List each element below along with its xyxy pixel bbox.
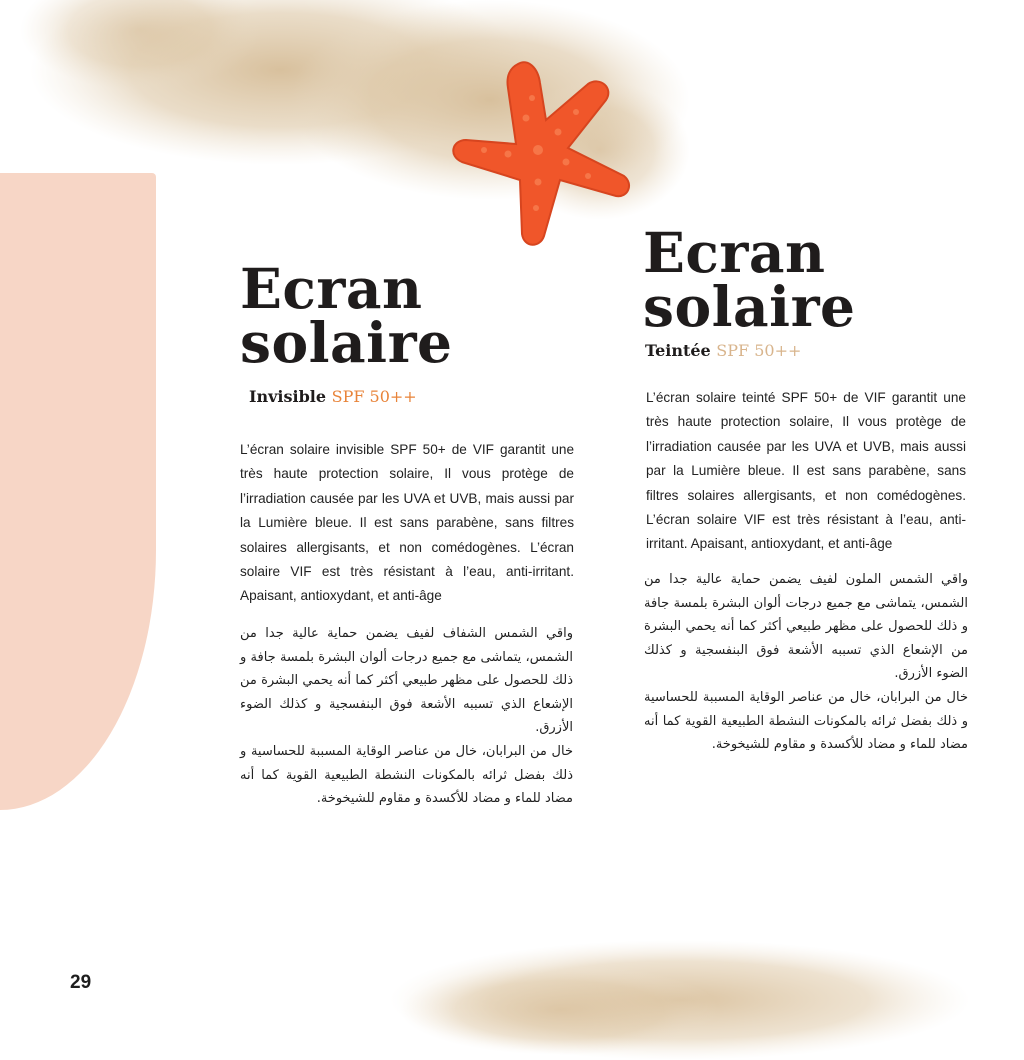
ar-paragraph-2: خال من البرابان، خال من عناصر الوقاية المسببة للحساسية و ذلك بفضل ثرائه بالمكونات النشطة الطبيعية القوية كما أنه مضاد للماء و مضاد للأكسدة و مقاوم للشيخوخة. [240,743,573,807]
title-line-2: solaire [240,310,453,375]
ar-paragraph-1: واقي الشمس الملون لفيف يضمن حماية عالية جدا من الشمس، يتماشى مع جميع درجات ألوان البشرة بلمسة جافة و ذلك للحصول على مظهر طبيعي أكثر كما أنه يحمي البشرة من الإشعاع الذي تسببه الأشعة فوق البنفسجية و كذلك الضوء الأزرق. [644,572,968,682]
description-fr-invisible: L’écran solaire invisible SPF 50+ de VIF garantit une très haute protection solaire, Il vous protège de l’irradiation causée par les UVA et UVB, mais aussi par la Lumière bleue. Il est sans parabène, sans filtres solaires allergisants, et non comédogènes. L’écran solaire VIF est très résistant à l’eau, anti-irritant. Apaisant, antioxydant, et anti-âge [240,442,574,604]
ar-paragraph-1: واقي الشمس الشفاف لفيف يضمن حماية عالية جدا من الشمس، يتماشى مع جميع درجات ألوان البشرة بلمسة جافة و ذلك للحصول على مظهر طبيعي أكثر كما أنه يحمي البشرة من الإشعاع الذي تسببه الأشعة فوق البنفسجية و كذلك الضوء الأزرق. [240,626,573,736]
spf-label: SPF 50++ [716,341,802,360]
spf-label: SPF 50++ [331,387,417,406]
subtitle-teintee [645,341,801,360]
title-teintee [643,220,856,339]
description-ar-invisible [240,622,573,811]
variant-label: Invisible [249,387,327,406]
pink-side-panel [0,173,156,810]
subtitle-invisible [249,387,417,406]
page-number: 29 [70,972,92,993]
ar-paragraph-2: خال من البرابان، خال من عناصر الوقاية المسببة للحساسية و ذلك بفضل ثرائه بالمكونات النشطة الطبيعية القوية كما أنه مضاد للماء و مضاد للأكسدة و مقاوم للشيخوخة. [644,689,968,753]
variant-label: Teintée [645,341,711,360]
sand-bottom-decoration [380,920,980,1060]
title-line-1: Ecran [643,220,826,285]
starfish-icon [448,58,632,248]
description-fr-teintee: L’écran solaire teinté SPF 50+ de VIF garantit une très haute protection solaire, Il vous protège de l’irradiation causée par les UVA et UVB, mais aussi par la Lumière bleue. Il est sans parabène, sans filtres solaires allergisants, et non comédogènes. L’écran solaire VIF est très résistant à l’eau, anti-irritant. Apaisant, antioxydant, et anti-âge [646,390,966,552]
title-line-1: Ecran [240,256,423,321]
description-ar-teintee [644,568,968,757]
title-line-2: solaire [643,274,856,339]
title-invisible [240,256,453,375]
